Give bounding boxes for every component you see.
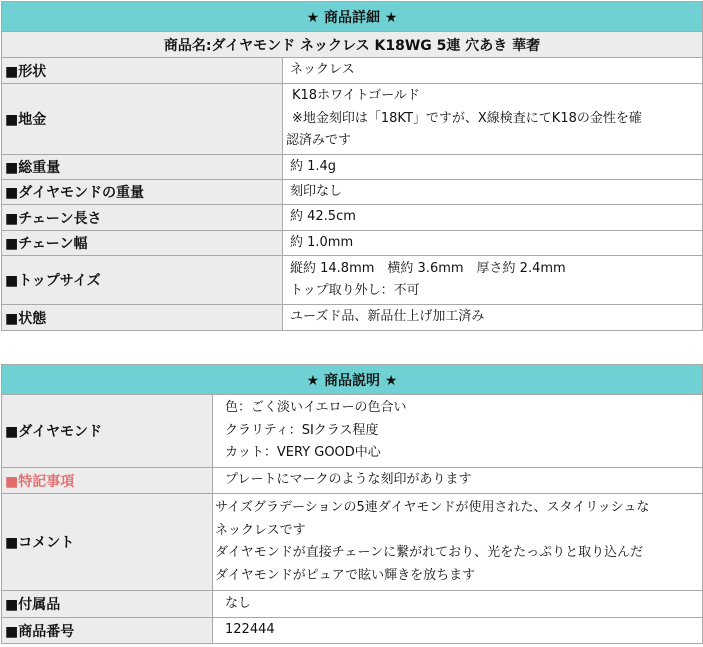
product-description-table <box>1 364 703 644</box>
table-row <box>2 180 703 205</box>
row-label-total-weight: ■総重量 <box>2 155 283 180</box>
table-row <box>2 58 703 84</box>
details-header-row <box>2 2 703 32</box>
row-label-metal: ■地金 <box>2 84 283 155</box>
row-value-chain-length: 約 42.5cm <box>283 205 703 231</box>
row-value-accessories: なし <box>213 591 703 618</box>
row-value-total-weight: 約 1.4g <box>283 155 703 180</box>
row-value-top-size: 縦約 14.8mm 横約 3.6mm 厚さ約 2.4mm トップ取り外し：不可 <box>283 256 703 305</box>
row-value-comment: サイズグラデーションの5連ダイヤモンドが使用された、スタイリッシュな ネックレスです ダイヤモンドが直接チェーンに繋がれており、光をたっぷりと取り込んだ ダイヤモンドがピュアで眩い輝きを放ちます <box>213 494 703 591</box>
table-row <box>2 305 703 331</box>
row-value-product-number: 122444 <box>213 618 703 644</box>
row-value-condition: ユーズド品、新品仕上げ加工済み <box>283 305 703 331</box>
row-label-special-notes: ■特記事項 <box>2 468 213 494</box>
table-row <box>2 205 703 231</box>
row-value-chain-width: 約 1.0mm <box>283 231 703 256</box>
product-name-row <box>2 32 703 58</box>
table-row <box>2 231 703 256</box>
row-label-diamond: ■ダイヤモンド <box>2 395 213 468</box>
table-row <box>2 468 703 494</box>
table-row <box>2 618 703 644</box>
description-header: ★ 商品説明 ★ <box>2 365 703 395</box>
product-details-table <box>1 1 703 331</box>
row-value-diamond: 色：ごく淡いイエローの色合い クラリティ：SIクラス程度 カット：VERY GOOD中心 <box>213 395 703 468</box>
table-row <box>2 494 703 591</box>
table-row <box>2 84 703 155</box>
row-label-shape: ■形状 <box>2 58 283 84</box>
details-header: ★ 商品詳細 ★ <box>2 2 703 32</box>
row-value-metal: K18ホワイトゴールド ※地金刻印は「18KT」ですが、X線検査にてK18の金性を確 認済みです <box>283 84 703 155</box>
row-label-accessories: ■付属品 <box>2 591 213 618</box>
row-value-diamond-weight: 刻印なし <box>283 180 703 205</box>
row-label-chain-width: ■チェーン幅 <box>2 231 283 256</box>
table-row <box>2 591 703 618</box>
table-row <box>2 155 703 180</box>
row-value-special-notes: プレートにマークのような刻印があります <box>213 468 703 494</box>
row-label-product-number: ■商品番号 <box>2 618 213 644</box>
row-label-top-size: ■トップサイズ <box>2 256 283 305</box>
row-value-shape: ネックレス <box>283 58 703 84</box>
product-name: 商品名:ダイヤモンド ネックレス K18WG 5連 穴あき 華奢 <box>2 32 703 58</box>
description-header-row <box>2 365 703 395</box>
row-label-comment: ■コメント <box>2 494 213 591</box>
row-label-chain-length: ■チェーン長さ <box>2 205 283 231</box>
row-label-condition: ■状態 <box>2 305 283 331</box>
table-row <box>2 256 703 305</box>
table-row <box>2 395 703 468</box>
row-label-diamond-weight: ■ダイヤモンドの重量 <box>2 180 283 205</box>
